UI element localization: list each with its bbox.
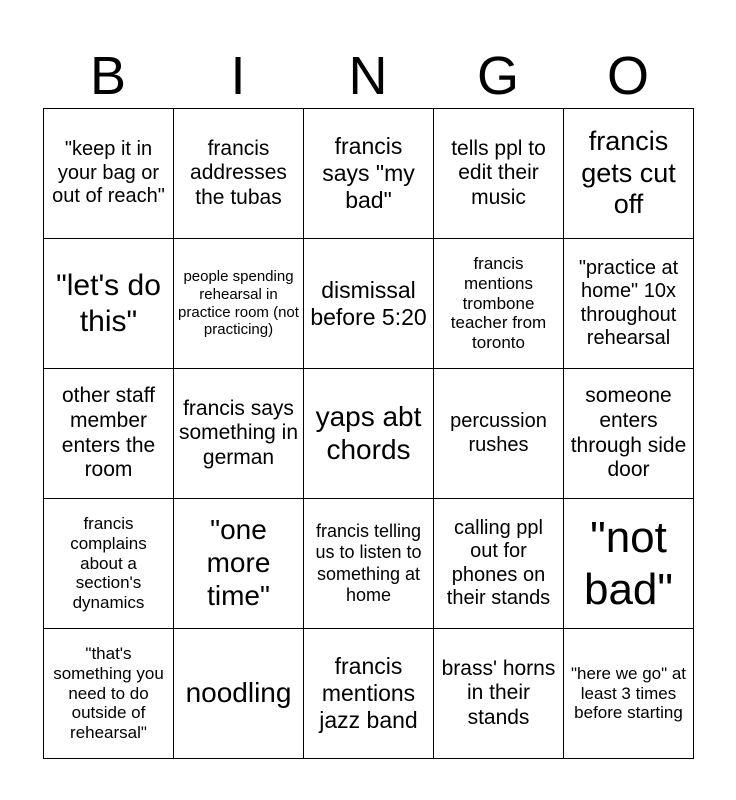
bingo-cell[interactable]: tells ppl to edit their music (434, 109, 564, 239)
bingo-cell[interactable]: francis complains about a section's dynamics (44, 499, 174, 629)
bingo-cell[interactable]: "that's something you need to do outside of rehearsal" (44, 629, 174, 759)
board-row (44, 369, 694, 499)
board-row (44, 499, 694, 629)
bingo-cell[interactable]: people spending rehearsal in practice room (not practicing) (174, 239, 304, 369)
bingo-cell[interactable]: francis mentions trombone teacher from toronto (434, 239, 564, 369)
bingo-cell[interactable]: francis addresses the tubas (174, 109, 304, 239)
bingo-cell[interactable]: francis gets cut off (564, 109, 694, 239)
bingo-cell[interactable]: "let's do this" (44, 239, 174, 369)
header-letter-o: O (606, 46, 649, 106)
bingo-cell[interactable]: "one more time" (174, 499, 304, 629)
bingo-cell[interactable]: calling ppl out for phones on their stands (434, 499, 564, 629)
bingo-cell[interactable]: yaps abt chords (304, 369, 434, 499)
bingo-cell[interactable]: dismissal before 5:20 (304, 239, 434, 369)
board-row (44, 629, 694, 759)
bingo-cell[interactable]: other staff member enters the room (44, 369, 174, 499)
bingo-cell[interactable]: "keep it in your bag or out of reach" (44, 109, 174, 239)
header-letter-g: G (476, 46, 519, 106)
bingo-header (43, 44, 693, 108)
bingo-cell[interactable]: percussion rushes (434, 369, 564, 499)
bingo-board (43, 108, 694, 759)
board-row (44, 109, 694, 239)
board-row (44, 239, 694, 369)
bingo-cell[interactable]: "here we go" at least 3 times before starting (564, 629, 694, 759)
bingo-cell[interactable]: brass' horns in their stands (434, 629, 564, 759)
header-letter-i: I (230, 46, 246, 106)
header-letter-n: N (348, 46, 388, 106)
header-letter-b: B (89, 46, 127, 106)
bingo-cell[interactable]: francis mentions jazz band (304, 629, 434, 759)
bingo-cell[interactable]: someone enters through side door (564, 369, 694, 499)
bingo-cell[interactable]: francis says something in german (174, 369, 304, 499)
bingo-cell[interactable]: francis says "my bad" (304, 109, 434, 239)
bingo-cell[interactable]: noodling (174, 629, 304, 759)
bingo-cell[interactable]: francis telling us to listen to something at home (304, 499, 434, 629)
bingo-cell[interactable]: "not bad" (564, 499, 694, 629)
bingo-cell[interactable]: "practice at home" 10x throughout rehearsal (564, 239, 694, 369)
